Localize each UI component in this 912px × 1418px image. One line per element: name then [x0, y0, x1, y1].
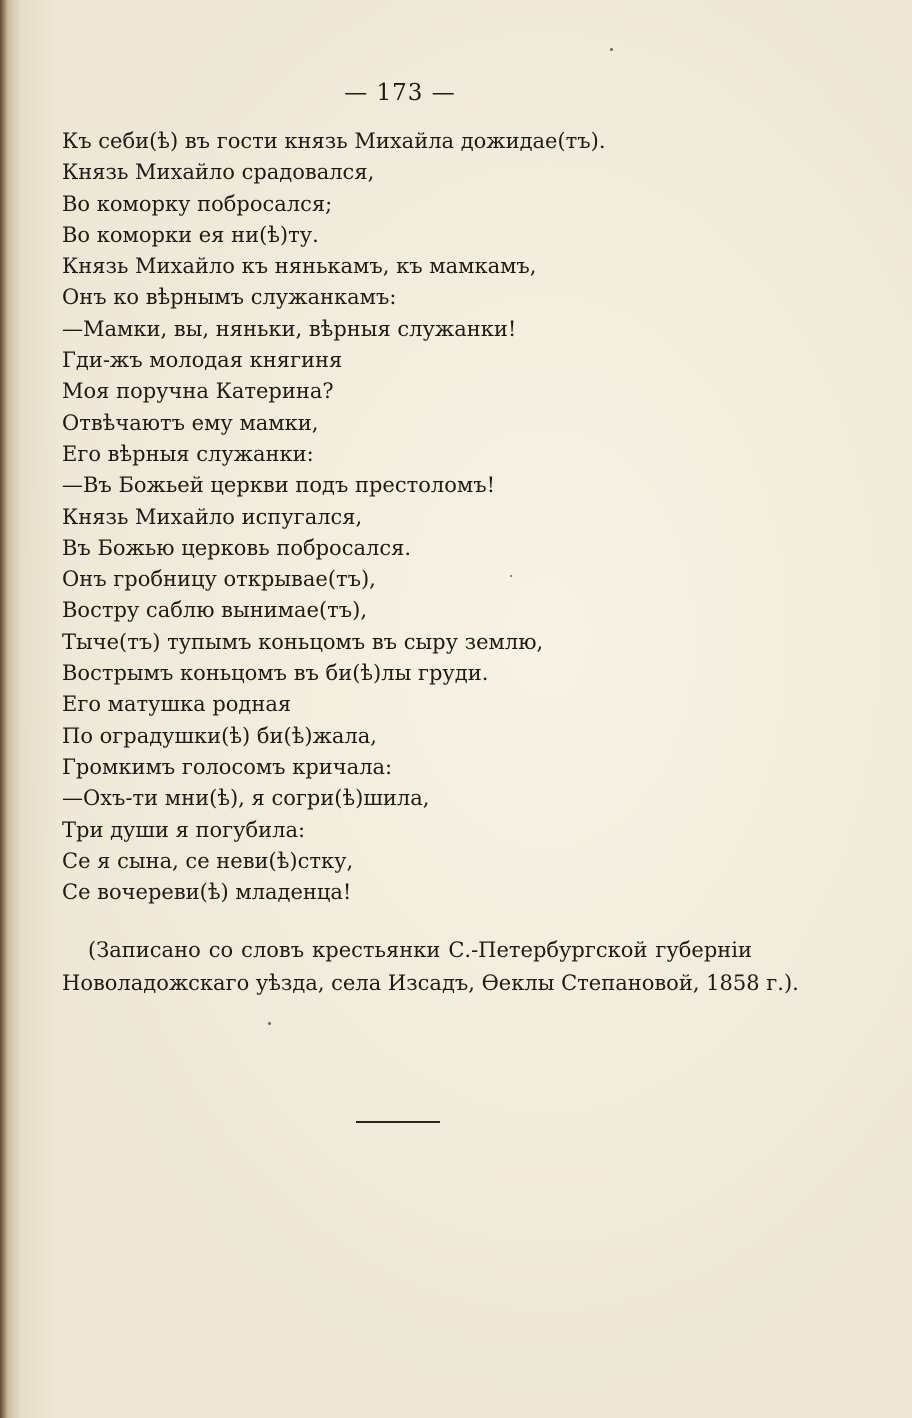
verse-line: Громкимъ голосомъ кричала:	[62, 754, 393, 779]
closing-rule	[356, 1121, 440, 1123]
verse-line: Князь Михайло срадовался,	[62, 160, 375, 185]
verse-line: Его вѣрныя служанки:	[62, 441, 314, 466]
paper-speck	[268, 1022, 271, 1025]
verse-line: Се вочереви(ѣ) младенца!	[62, 880, 352, 905]
source-note-line-1: (Записано со словъ крестьянки С.-Петербургской губернiи	[88, 938, 752, 962]
verse-line: Онъ ко вѣрнымъ служанкамъ:	[62, 285, 397, 310]
verse-line: Гди-жъ молодая княгиня	[62, 348, 343, 373]
verse-line: —Охъ-ти мни(ѣ), я согри(ѣ)шила,	[62, 786, 430, 811]
verse-line: Отвѣчаютъ ему мамки,	[62, 410, 319, 435]
paper-speck	[510, 575, 512, 577]
source-note-line-2: Новоладожскаго уѣзда, села Изсадъ, Ѳеклы Степановой, 1858 г.).	[62, 971, 799, 995]
verse-line: Вострымъ коньцомъ въ би(ѣ)лы груди.	[62, 661, 489, 686]
verse-line: Моя поручна Катерина?	[62, 379, 334, 404]
verse-text	[62, 126, 762, 908]
verse-line: Тыче(тъ) тупымъ коньцомъ въ сыру землю,	[62, 629, 544, 654]
verse-line: —Въ Божьей церкви подъ престоломъ!	[62, 473, 496, 498]
source-note	[62, 934, 799, 1000]
verse-line: Князь Михайло къ нянькамъ, къ мамкамъ,	[62, 254, 537, 279]
verse-line: Востру саблю вынимае(тъ),	[62, 598, 368, 623]
verse-line: Се я сына, се неви(ѣ)стку,	[62, 848, 354, 873]
verse-line: Три души я погубила:	[62, 817, 306, 842]
verse-line: Въ Божью церковь побросался.	[62, 535, 412, 560]
verse-line: Князь Михайло испугался,	[62, 504, 363, 529]
paper-speck	[610, 48, 613, 51]
verse-line: Во коморки ея ни(ѣ)ту.	[62, 222, 319, 247]
verse-line: —Мамки, вы, няньки, вѣрныя служанки!	[62, 316, 517, 341]
verse-line: Его матушка родная	[62, 692, 292, 717]
verse-line: Во коморку побросался;	[62, 191, 333, 216]
page-number: — 173 —	[344, 80, 456, 106]
verse-line: По оградушки(ѣ) би(ѣ)жала,	[62, 723, 377, 748]
verse-line: Къ себи(ѣ) въ гости князь Михайла дожидае(тъ).	[62, 129, 606, 153]
verse-line: Онъ гробницу открывае(тъ),	[62, 567, 376, 592]
